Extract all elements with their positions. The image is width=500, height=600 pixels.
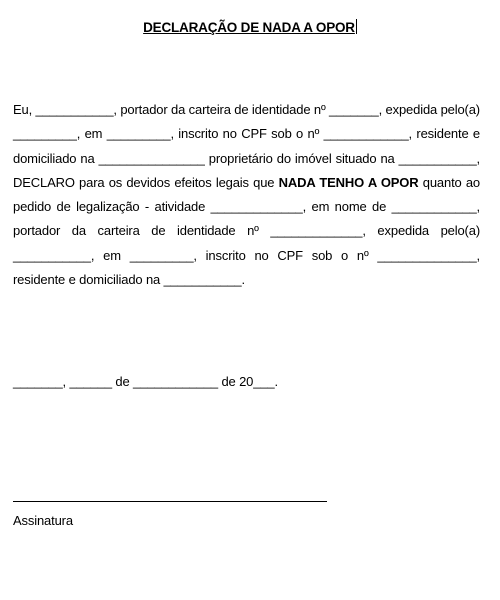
declaration-paragraph <box>13 98 480 292</box>
document-title <box>0 19 500 35</box>
paragraph-part-1: Eu, ___________, portador da carteira de identidade nº _______, expedida pelo(a) _________, em _________, inscrito no CPF sob o nº ____________, residente e domiciliado na _______________ proprietário do imóvel situado na ___________, DECLARO para os devidos efeitos legais que <box>13 102 480 190</box>
text-cursor <box>356 19 357 34</box>
signature-label: Assinatura <box>13 513 73 528</box>
date-line: _______, ______ de ____________ de 20___. <box>13 374 278 389</box>
paragraph-part-2: quanto ao pedido de legalização - atividade _____________, em nome de ____________, portador da carteira de identidade nº _____________, expedida pelo(a) ___________, em _________, inscrito no CPF sob o nº ______________, residente e domiciliado na ___________. <box>13 174 481 288</box>
signature-line <box>13 501 327 502</box>
paragraph-emphasis: NADA TENHO A OPOR <box>278 174 419 190</box>
document-title-text: DECLARAÇÃO DE NADA A OPOR <box>143 20 355 35</box>
